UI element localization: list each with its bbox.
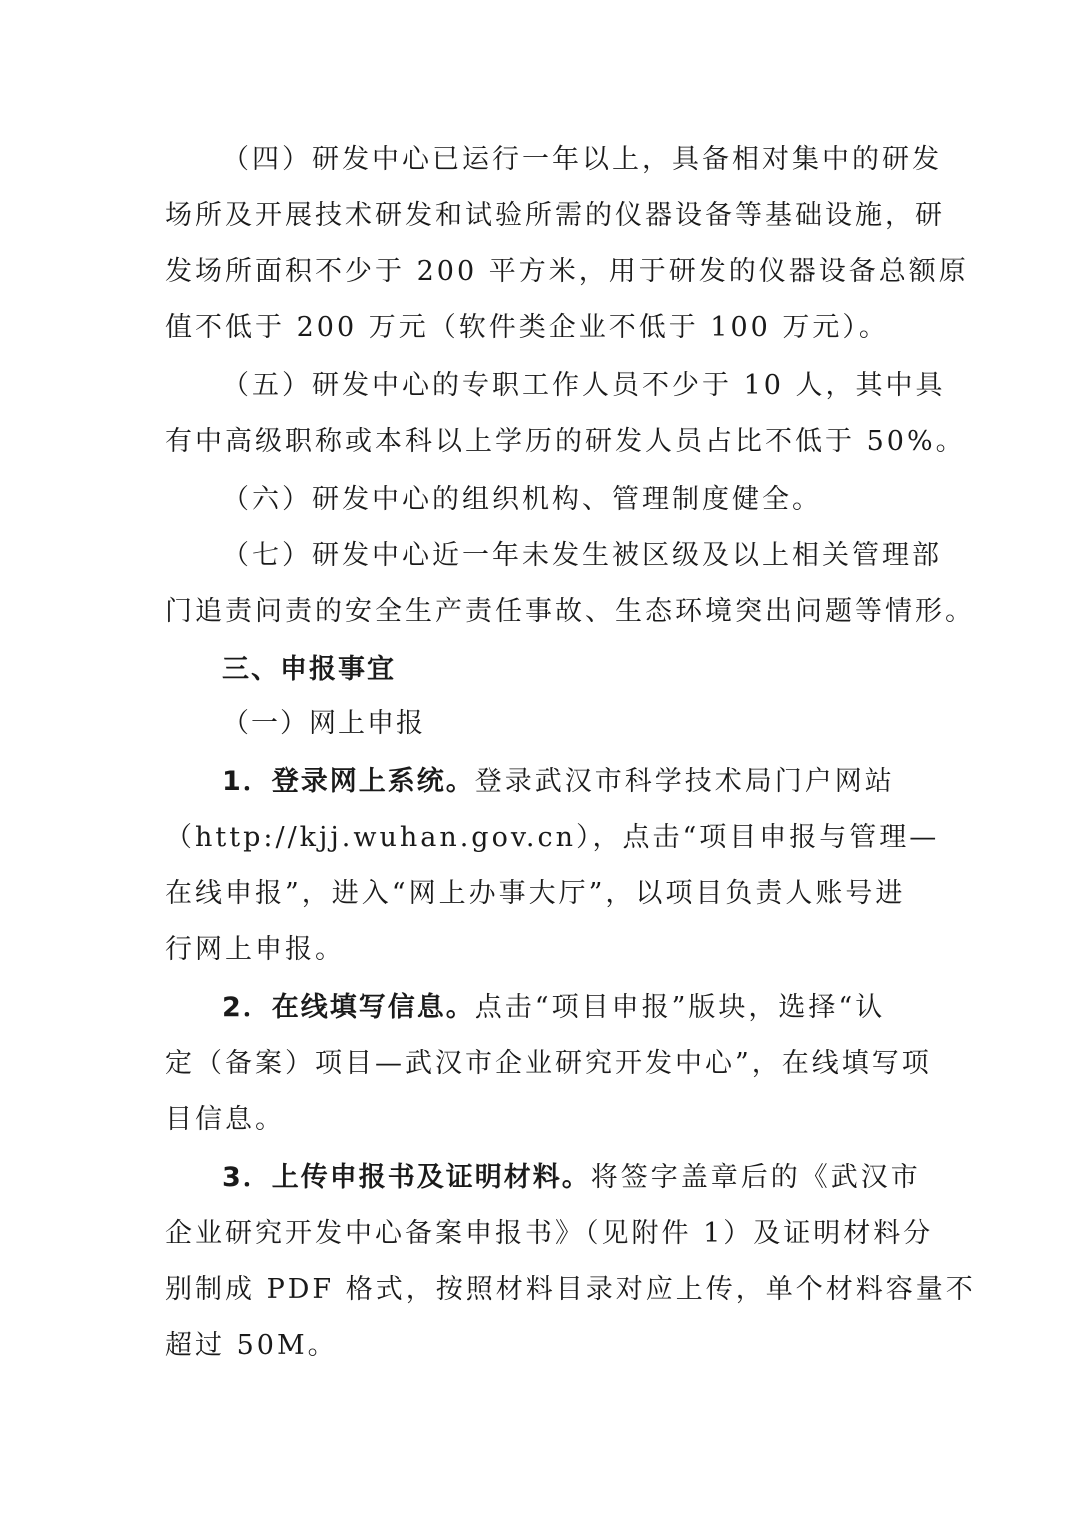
step-3-first-line [222,1158,921,1198]
step-line: 别制成 PDF 格式，按照材料目录对应上传，单个材料容量不 [165,1274,976,1305]
paragraph-line: 门追责问责的安全生产责任事故、生态环境突出问题等情形。 [165,596,975,627]
step-3-text: 将签字盖章后的《武汉市 [590,1162,921,1193]
step-1-first-line [222,762,895,802]
paragraph-line: （四）研发中心已运行一年以上，具备相对集中的研发 [222,144,942,175]
step-line: 在线申报”，进入“网上办事大厅”，以项目负责人账号进 [165,878,906,909]
step-line: 行网上申报。 [165,934,345,965]
subsection-heading: （一）网上申报 [222,708,425,739]
step-3-title: 3．上传申报书及证明材料。 [222,1162,591,1193]
paragraph-line: （五）研发中心的专职工作人员不少于 10 人，其中具 [222,370,946,401]
step-2-text: 点击“项目申报”版块，选择“认 [474,992,886,1023]
step-line: 目信息。 [165,1104,285,1135]
paragraph-line: （六）研发中心的组织机构、管理制度健全。 [222,484,822,515]
paragraph-line: 有中高级职称或本科以上学历的研发人员占比不低于 50%。 [165,426,966,457]
step-2-first-line [222,988,885,1028]
step-2-title: 2．在线填写信息。 [222,992,475,1023]
step-line: 企业研究开发中心备案申报书》（见附件 1）及证明材料分 [165,1218,934,1249]
step-line: 定（备案）项目—武汉市企业研究开发中心”，在线填写项 [165,1048,932,1079]
section-heading: 三、申报事宜 [222,654,396,685]
paragraph-line: 发场所面积不少于 200 平方米，用于研发的仪器设备总额原 [165,256,969,287]
step-1-text: 登录武汉市科学技术局门户网站 [474,766,895,797]
paragraph-line: 场所及开展技术研发和试验所需的仪器设备等基础设施，研 [165,200,945,231]
paragraph-line: 值不低于 200 万元（软件类企业不低于 100 万元）。 [165,312,889,343]
step-1-title: 1．登录网上系统。 [222,766,475,797]
step-line: （http://kjj.wuhan.gov.cn），点击“项目申报与管理— [165,822,940,853]
paragraph-line: （七）研发中心近一年未发生被区级及以上相关管理部 [222,540,942,571]
step-line: 超过 50M。 [165,1330,338,1361]
